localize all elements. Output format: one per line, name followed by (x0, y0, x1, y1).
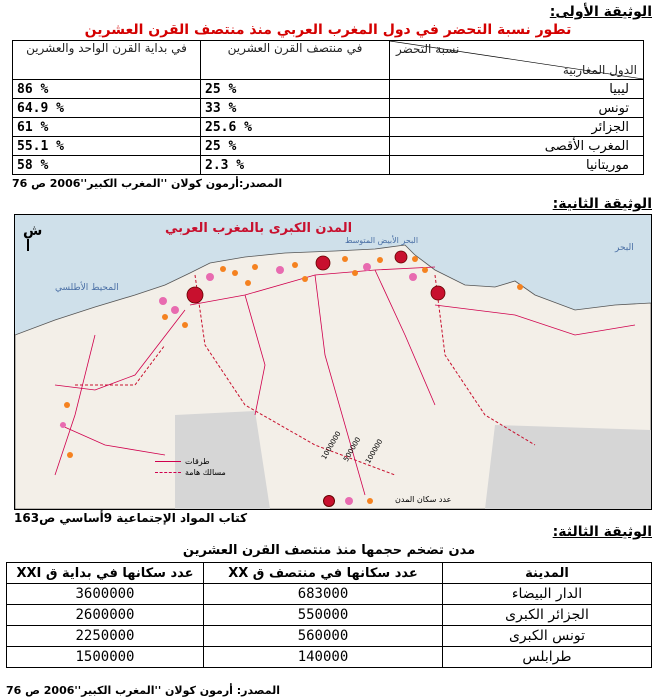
map-title: المدن الكبرى بالمغرب العربي (165, 221, 353, 236)
country-cell: ليبيا (390, 80, 644, 99)
city-cell: الدار البيضاء (443, 584, 652, 605)
doc3-label: الوثيقة الثالثة: (552, 524, 652, 540)
ocean-label: المحيط الأطلسي (55, 283, 119, 293)
table-row (7, 647, 652, 668)
header-21st-century: في بداية القرن الواحد والعشرين (13, 41, 201, 80)
urbanization-table (12, 40, 644, 175)
legend-medium-city-icon (345, 497, 353, 505)
header-mid-century: في منتصف القرن العشرين (201, 41, 390, 80)
north-sea-label: البحر (615, 243, 634, 253)
start-century-pop-cell: 2600000 (7, 605, 204, 626)
mid-century-cell: 33 % (201, 99, 390, 118)
country-cell: المغرب الأقصى (390, 137, 644, 156)
legend-roads-label: طرقات (185, 457, 210, 466)
city-cell: طرابلس (443, 647, 652, 668)
legend-size-small: 100000 (364, 437, 385, 465)
doc3-title: مدن تضخم حجمها منذ منتصف القرن العشرين (182, 543, 476, 558)
paths-line-icon (155, 472, 181, 473)
table-row (13, 99, 644, 118)
header-corner-bottom: الدول المغاربية (562, 63, 637, 77)
country-cell: الجزائر (390, 118, 644, 137)
cities-growth-table (6, 562, 652, 668)
map-legend-lines (155, 457, 305, 477)
legend-small-city-icon (367, 498, 373, 504)
end-century-cell: 64.9 % (13, 99, 201, 118)
legend-large-city-icon (323, 495, 335, 507)
mid-century-cell: 25 % (201, 137, 390, 156)
end-century-cell: 58 % (13, 156, 201, 175)
header-corner-top: نسبة التحضر (396, 42, 460, 56)
doc1-source: المصدر:أرمون كولان ''المغرب الكبير''2006 ص 76 (12, 177, 283, 190)
city-cell: تونس الكبرى (443, 626, 652, 647)
mid-century-cell: 2.3 % (201, 156, 390, 175)
legend-size-medium: 500000 (342, 435, 363, 463)
mid-century-pop-cell: 560000 (204, 626, 443, 647)
end-century-cell: 86 % (13, 80, 201, 99)
city-cell: الجزائر الكبرى (443, 605, 652, 626)
col-start-header: عدد سكانها في بداية ق XXI (7, 563, 204, 584)
doc1-label: الوثيقة الأولى: (549, 4, 652, 20)
doc2-source: كتاب المواد الإجتماعية 9أساسي ص163 (14, 511, 248, 525)
table-row (13, 156, 644, 175)
end-century-cell: 55.1 % (13, 137, 201, 156)
sea-label: البحر الأبيض المتوسط (345, 236, 419, 245)
doc3-source: المصدر: أرمون كولان ''المغرب الكبير''2006 ص 76 (6, 684, 280, 697)
legend-pop-title: عدد سكان المدن (395, 495, 452, 504)
table-row (13, 137, 644, 156)
legend-size-large: 1000000 (320, 429, 343, 461)
table-row (13, 80, 644, 99)
north-arrow-icon (23, 223, 42, 251)
header-corner-cell (390, 41, 644, 80)
maghreb-cities-map (14, 214, 652, 510)
start-century-pop-cell: 3600000 (7, 584, 204, 605)
mid-century-pop-cell: 550000 (204, 605, 443, 626)
country-cell: تونس (390, 99, 644, 118)
end-century-cell: 61 % (13, 118, 201, 137)
col-city-header: المدينة (443, 563, 652, 584)
start-century-pop-cell: 1500000 (7, 647, 204, 668)
table-row (7, 605, 652, 626)
mid-century-pop-cell: 683000 (204, 584, 443, 605)
country-cell: موريتانيا (390, 156, 644, 175)
table-row (7, 584, 652, 605)
doc2-label: الوثيقة الثانية: (552, 196, 652, 212)
roads-line-icon (155, 461, 181, 462)
doc1-title: تطور نسبة التحضر في دول المغرب العربي منذ منتصف القرن العشرين (84, 22, 572, 38)
mid-century-cell: 25 % (201, 80, 390, 99)
mid-century-pop-cell: 140000 (204, 647, 443, 668)
legend-paths-label: مسالك هامة (185, 468, 226, 477)
col-mid-header: عدد سكانها في منتصف ق XX (204, 563, 443, 584)
map-legend-population (315, 429, 545, 507)
table-row (7, 626, 652, 647)
north-label: ش (23, 223, 43, 239)
mid-century-cell: 25.6 % (201, 118, 390, 137)
start-century-pop-cell: 2250000 (7, 626, 204, 647)
table-row (13, 118, 644, 137)
